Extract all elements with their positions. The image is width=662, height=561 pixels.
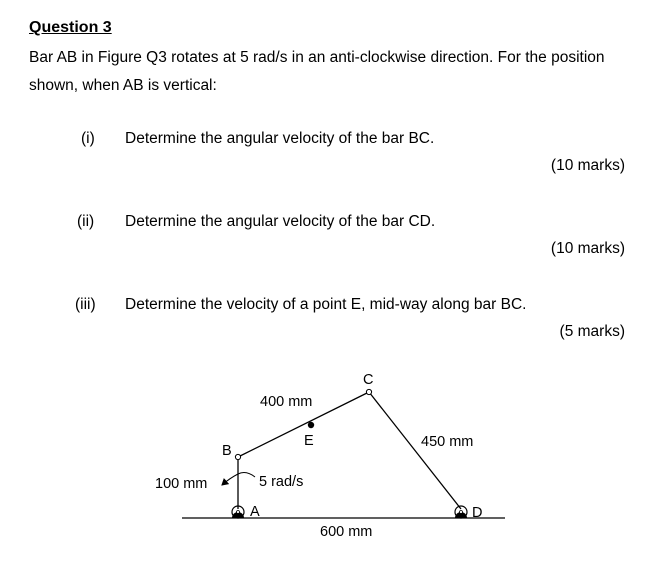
- label-c: C: [363, 372, 374, 388]
- label-e: E: [304, 433, 314, 449]
- part-1-marks: (10 marks): [550, 157, 625, 174]
- part-1-number: (i): [81, 130, 95, 147]
- part-3-number: (iii): [75, 296, 96, 313]
- question-intro: Bar AB in Figure Q3 rotates at 5 rad/s in an anti-clockwise direction. For the position shown, when AB is vertical:: [29, 49, 605, 94]
- omega-label: 5 rad/s: [259, 474, 304, 490]
- dim-ad: 600 mm: [320, 524, 373, 540]
- part-1-text: Determine the angular velocity of the bar BC.: [125, 130, 435, 147]
- pivot-d-icon: [455, 506, 467, 518]
- part-3-text: Determine the velocity of a point E, mid-way along bar BC.: [125, 296, 527, 313]
- part-2-marks: (10 marks): [550, 240, 625, 257]
- joint-b: [235, 454, 240, 459]
- part-2-text: Determine the angular velocity of the bar CD.: [125, 213, 436, 230]
- dim-ab: 100 mm: [155, 476, 208, 492]
- part-2-number: (ii): [77, 213, 95, 230]
- part-3-marks: (5 marks): [559, 323, 625, 340]
- dim-bc: 400 mm: [260, 394, 313, 410]
- label-b: B: [222, 443, 232, 459]
- bar-cd: [369, 392, 461, 509]
- point-e: [308, 422, 314, 428]
- label-d: D: [472, 505, 483, 521]
- question-heading: Question 3: [29, 19, 112, 36]
- label-a: A: [250, 504, 260, 520]
- joint-c: [366, 389, 371, 394]
- dim-cd: 450 mm: [421, 434, 474, 450]
